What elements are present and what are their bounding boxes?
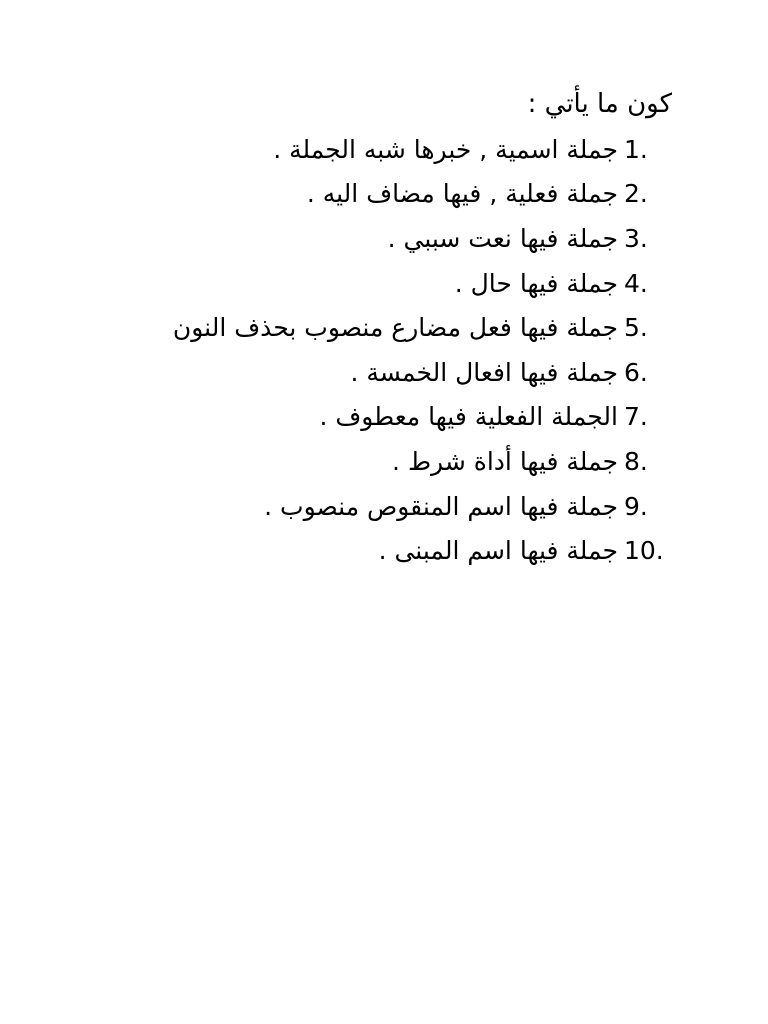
- list-item: [72, 305, 672, 350]
- item-number: 2.: [624, 179, 648, 209]
- list-item: [72, 439, 672, 484]
- document-page: [72, 82, 672, 573]
- item-number: 6.: [624, 357, 648, 387]
- list-item: [72, 395, 672, 440]
- exercise-heading: كون ما يأتي :: [527, 89, 672, 119]
- list-item: [72, 350, 672, 395]
- item-text: جملة فيها نعت سببي .: [387, 223, 618, 253]
- item-text: جملة فعلية , فيها مضاف اليه .: [306, 179, 618, 209]
- list-item: [72, 484, 672, 529]
- item-number: 3.: [624, 223, 648, 253]
- item-number: 7.: [624, 402, 648, 432]
- item-number: 1.: [624, 134, 648, 164]
- item-text: جملة فيها اسم المبنى .: [378, 536, 618, 566]
- item-number: 9.: [624, 491, 648, 521]
- item-text: جملة فيها أداة شرط .: [392, 446, 618, 476]
- item-number: 10.: [624, 536, 664, 566]
- item-text: جملة فيها حال .: [454, 268, 618, 298]
- list-item: [72, 172, 672, 217]
- item-text: جملة فيها افعال الخمسة .: [350, 357, 618, 387]
- item-text: جملة فيها اسم المنقوص منصوب .: [264, 491, 618, 521]
- list-item: [72, 528, 672, 573]
- list-item: [72, 216, 672, 261]
- item-text: الجملة الفعلية فيها معطوف .: [319, 402, 618, 432]
- list-item: [72, 261, 672, 306]
- list-item: [72, 127, 672, 172]
- item-number: 8.: [624, 446, 648, 476]
- item-number: 5.: [624, 313, 648, 343]
- item-text: جملة فيها فعل مضارع منصوب بحذف النون: [172, 313, 618, 343]
- item-number: 4.: [624, 268, 648, 298]
- item-text: جملة اسمية , خبرها شبه الجملة .: [273, 134, 618, 164]
- exercise-list: [72, 127, 672, 573]
